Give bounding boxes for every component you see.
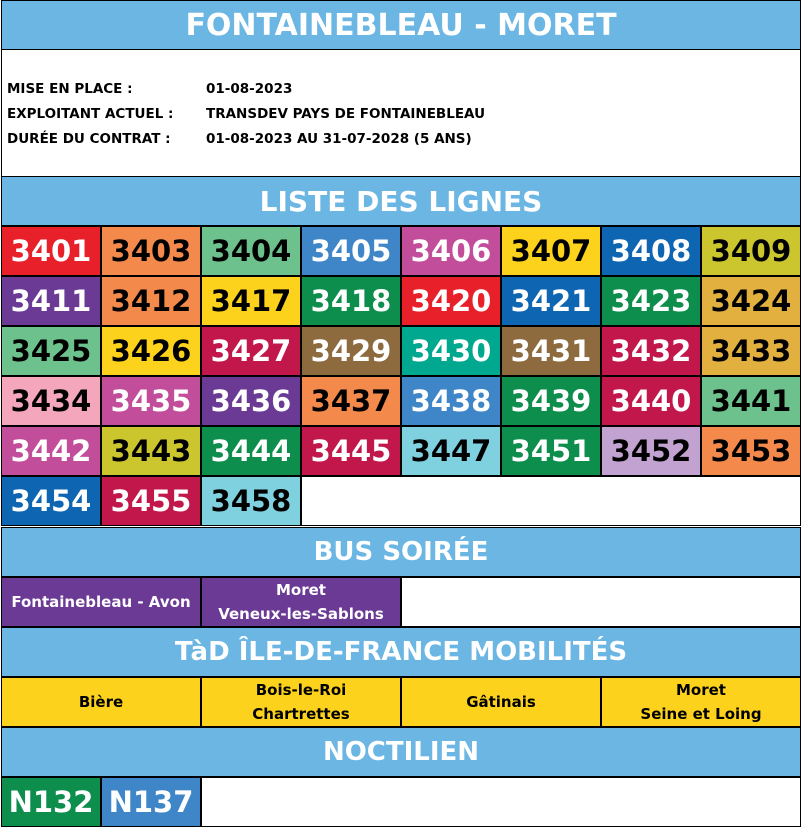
tad-zone-3[interactable] — [401, 677, 601, 727]
tad-zone-1[interactable] — [1, 677, 201, 727]
line-badge-3451[interactable]: 3451 — [501, 426, 601, 476]
noctilien-badge-N132[interactable]: N132 — [1, 777, 101, 827]
line-badge-3424[interactable]: 3424 — [701, 276, 801, 326]
info-key: DURÉE DU CONTRAT : — [7, 131, 171, 147]
line-badge-3436[interactable]: 3436 — [201, 376, 301, 426]
line-badge-3432[interactable]: 3432 — [601, 326, 701, 376]
tad-zone-label: Moret — [676, 681, 726, 699]
tad-zone-label: Chartrettes — [252, 705, 350, 723]
empty-cell — [301, 476, 801, 526]
line-badge-3452[interactable]: 3452 — [601, 426, 701, 476]
tad-zone-4[interactable] — [601, 677, 801, 727]
line-badge-3447[interactable]: 3447 — [401, 426, 501, 476]
line-badge-3443[interactable]: 3443 — [101, 426, 201, 476]
line-badge-3454[interactable]: 3454 — [1, 476, 101, 526]
line-badge-3458[interactable]: 3458 — [201, 476, 301, 526]
tad-zone-label: Bois-le-Roi — [255, 681, 347, 699]
info-key: EXPLOITANT ACTUEL : — [7, 106, 174, 122]
line-badge-3430[interactable]: 3430 — [401, 326, 501, 376]
info-value: TRANSDEV PAYS DE FONTAINEBLEAU — [206, 106, 486, 122]
soiree-line-label: Fontainebleau - Avon — [11, 593, 191, 611]
info-value: 01-08-2023 — [206, 81, 293, 97]
contract-info — [1, 50, 801, 176]
line-badge-3417[interactable]: 3417 — [201, 276, 301, 326]
line-badge-3442[interactable]: 3442 — [1, 426, 101, 476]
line-badge-3455[interactable]: 3455 — [101, 476, 201, 526]
line-badge-3438[interactable]: 3438 — [401, 376, 501, 426]
empty-cell — [201, 777, 801, 827]
line-badge-3435[interactable]: 3435 — [101, 376, 201, 426]
tad-zone-label: Bière — [78, 693, 124, 711]
line-badge-3433[interactable]: 3433 — [701, 326, 801, 376]
soiree-line-label: Moret — [276, 581, 326, 599]
line-badge-3440[interactable]: 3440 — [601, 376, 701, 426]
noctilien-badge-N137[interactable]: N137 — [101, 777, 201, 827]
line-badge-3407[interactable]: 3407 — [501, 226, 601, 276]
page-title: FONTAINEBLEAU - MORET — [1, 0, 801, 50]
line-badge-3406[interactable]: 3406 — [401, 226, 501, 276]
tad-zone-label: Seine et Loing — [640, 705, 762, 723]
line-badge-3453[interactable]: 3453 — [701, 426, 801, 476]
line-badge-3434[interactable]: 3434 — [1, 376, 101, 426]
line-badge-3408[interactable]: 3408 — [601, 226, 701, 276]
info-key: MISE EN PLACE : — [7, 81, 133, 97]
line-badge-3421[interactable]: 3421 — [501, 276, 601, 326]
line-badge-3445[interactable]: 3445 — [301, 426, 401, 476]
line-badge-3425[interactable]: 3425 — [1, 326, 101, 376]
line-badge-3405[interactable]: 3405 — [301, 226, 401, 276]
line-badge-3418[interactable]: 3418 — [301, 276, 401, 326]
line-badge-3429[interactable]: 3429 — [301, 326, 401, 376]
noctilien-section-title: NOCTILIEN — [1, 727, 801, 777]
line-badge-3431[interactable]: 3431 — [501, 326, 601, 376]
soiree-section-title: BUS SOIRÉE — [1, 527, 801, 577]
tad-section-title: TàD ÎLE-DE-FRANCE MOBILITÉS — [1, 627, 801, 677]
tad-zone-2[interactable] — [201, 677, 401, 727]
line-badge-3420[interactable]: 3420 — [401, 276, 501, 326]
empty-cell — [401, 577, 801, 627]
line-badge-3444[interactable]: 3444 — [201, 426, 301, 476]
soiree-line-1[interactable] — [1, 577, 201, 627]
lines-section-title: LISTE DES LIGNES — [1, 176, 801, 226]
line-badge-3404[interactable]: 3404 — [201, 226, 301, 276]
line-badge-3423[interactable]: 3423 — [601, 276, 701, 326]
line-badge-3426[interactable]: 3426 — [101, 326, 201, 376]
line-badge-3427[interactable]: 3427 — [201, 326, 301, 376]
tad-zone-label: Gâtinais — [466, 693, 536, 711]
line-badge-3439[interactable]: 3439 — [501, 376, 601, 426]
line-badge-3401[interactable]: 3401 — [1, 226, 101, 276]
line-badge-3412[interactable]: 3412 — [101, 276, 201, 326]
info-value: 01-08-2023 AU 31-07-2028 (5 ANS) — [206, 131, 472, 147]
line-badge-3437[interactable]: 3437 — [301, 376, 401, 426]
soiree-line-2[interactable] — [201, 577, 401, 627]
line-badge-3403[interactable]: 3403 — [101, 226, 201, 276]
soiree-line-label: Veneux-les-Sablons — [218, 605, 384, 623]
line-badge-3441[interactable]: 3441 — [701, 376, 801, 426]
line-badge-3411[interactable]: 3411 — [1, 276, 101, 326]
line-badge-3409[interactable]: 3409 — [701, 226, 801, 276]
